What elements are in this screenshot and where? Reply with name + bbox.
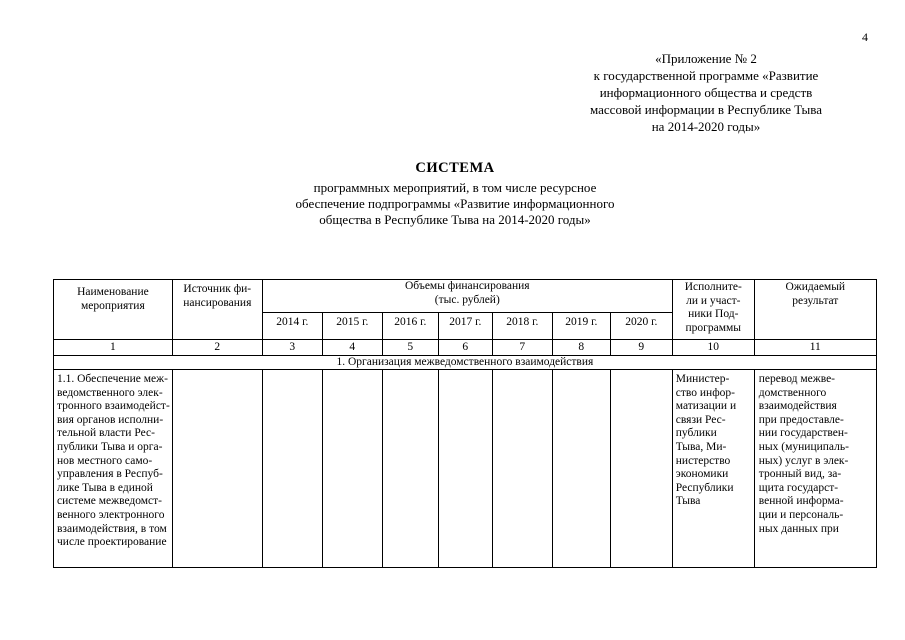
header-result xyxy=(754,280,876,340)
header-text: ники Под- xyxy=(688,308,739,321)
executors-cell xyxy=(672,370,754,568)
cell-line: тронного взаимодейст- xyxy=(57,400,170,413)
column-number: 3 xyxy=(262,340,322,356)
year-value-cell xyxy=(610,370,672,568)
cell-line: Республики xyxy=(675,481,734,494)
cell-line: ство инфор- xyxy=(675,386,735,399)
column-number: 2 xyxy=(172,340,262,356)
column-number: 7 xyxy=(492,340,552,356)
header-year xyxy=(382,313,438,340)
cell-line: венной информа- xyxy=(758,495,844,508)
cell-line: нистерство xyxy=(675,454,731,467)
header-year xyxy=(552,313,610,340)
year-value-cell xyxy=(552,370,610,568)
cell-line: щита государст- xyxy=(758,481,839,494)
appendix-line: массовой информации в Республике Тыва xyxy=(590,102,822,117)
header-name xyxy=(54,280,173,340)
column-number: 4 xyxy=(322,340,382,356)
cell-line: публики Тыва и орга- xyxy=(57,440,163,453)
cell-line: вия органов исполни- xyxy=(57,413,164,426)
header-text: мероприятия xyxy=(81,299,145,312)
cell-line: взаимодействия xyxy=(758,400,837,413)
header-text: нансирования xyxy=(183,296,252,309)
column-number: 11 xyxy=(754,340,876,356)
cell-line: тронный вид, за- xyxy=(758,468,842,481)
cell-line: нов местного само- xyxy=(57,454,153,467)
cell-line: взаимодействия, в том xyxy=(57,522,167,535)
column-number: 5 xyxy=(382,340,438,356)
cell-line: ных) услуг в элек- xyxy=(758,454,849,467)
year-value-cell xyxy=(492,370,552,568)
header-year-label: 2016 г. xyxy=(394,316,427,328)
table-row xyxy=(54,370,877,568)
cell-line: тельной власти Рес- xyxy=(57,427,155,440)
header-text: Исполните- xyxy=(684,281,742,293)
appendix-line: к государственной программе «Развитие xyxy=(593,68,819,83)
cell-line: ных (муниципаль- xyxy=(758,440,849,453)
cell-line: лике Тыва в единой xyxy=(57,481,153,494)
header-text: ли и участ- xyxy=(686,294,741,307)
header-year xyxy=(322,313,382,340)
document-subtitle xyxy=(200,180,710,228)
header-year xyxy=(492,313,552,340)
page-number: 4 xyxy=(862,30,868,44)
header-text: Источник фи- xyxy=(183,283,252,295)
cell-line: системе межведомст- xyxy=(57,495,163,508)
header-year-label: 2015 г. xyxy=(336,316,369,328)
header-text: Ожидаемый xyxy=(785,281,846,293)
cell-line: при предоставле- xyxy=(758,413,844,426)
program-activities-table xyxy=(53,279,877,568)
header-text: Объемы финансирования xyxy=(405,280,530,292)
cell-line: публики xyxy=(675,427,717,440)
cell-line: экономики xyxy=(675,468,729,481)
cell-line: ции и персональ- xyxy=(758,508,844,521)
cell-line: 1.1. Обеспечение меж- xyxy=(57,373,168,385)
header-year xyxy=(438,313,492,340)
cell-line: матизации и xyxy=(675,400,737,413)
header-volumes xyxy=(262,280,672,313)
result-cell xyxy=(754,370,876,568)
cell-line: ведомственного элек- xyxy=(57,386,163,399)
column-number: 6 xyxy=(438,340,492,356)
activity-name-cell xyxy=(54,370,173,568)
header-year-label: 2014 г. xyxy=(276,316,309,328)
header-year-label: 2018 г. xyxy=(506,316,539,328)
year-value-cell xyxy=(262,370,322,568)
header-source xyxy=(172,280,262,340)
cell-line: числе проектирование xyxy=(57,536,167,549)
cell-line: связи Рес- xyxy=(675,413,726,426)
cell-line: перевод межве- xyxy=(758,373,836,385)
header-year-label: 2017 г. xyxy=(449,316,482,328)
column-number: 9 xyxy=(610,340,672,356)
source-cell xyxy=(172,370,262,568)
header-text: результат xyxy=(792,294,839,307)
cell-line: домственного xyxy=(758,386,827,399)
column-number: 10 xyxy=(672,340,754,356)
header-year xyxy=(610,313,672,340)
cell-line: Тыва, Ми- xyxy=(675,440,727,453)
cell-line: венного электронного xyxy=(57,508,165,521)
year-value-cell xyxy=(382,370,438,568)
cell-line: нии государствен- xyxy=(758,427,848,440)
column-number: 1 xyxy=(54,340,173,356)
header-year-label: 2020 г. xyxy=(625,316,658,328)
header-text: программы xyxy=(685,321,742,334)
year-value-cell xyxy=(322,370,382,568)
cell-line: ных данных при xyxy=(758,522,839,535)
header-text: (тыс. рублей) xyxy=(434,293,500,306)
header-year xyxy=(262,313,322,340)
cell-line: Министер- xyxy=(675,373,730,385)
year-value-cell xyxy=(438,370,492,568)
header-text: Наименование xyxy=(77,286,149,298)
appendix-line: на 2014-2020 годы» xyxy=(651,119,761,134)
section-title: 1. Организация межведомственного взаимодействия xyxy=(54,356,877,370)
appendix-line: «Приложение № 2 xyxy=(655,51,757,66)
header-year-label: 2019 г. xyxy=(565,316,598,328)
subtitle-line: обеспечение подпрограммы «Развитие информационного xyxy=(295,196,615,211)
appendix-header xyxy=(556,50,856,135)
column-number: 8 xyxy=(552,340,610,356)
subtitle-line: программных мероприятий, в том числе ресурсное xyxy=(313,180,597,195)
document-title: СИСТЕМА xyxy=(415,160,495,176)
header-executors xyxy=(672,280,754,340)
appendix-line: информационного общества и средств xyxy=(599,85,813,100)
cell-line: управления в Респуб- xyxy=(57,468,163,481)
subtitle-line: общества в Республике Тыва на 2014-2020 годы» xyxy=(319,212,591,227)
cell-line: Тыва xyxy=(675,495,701,508)
